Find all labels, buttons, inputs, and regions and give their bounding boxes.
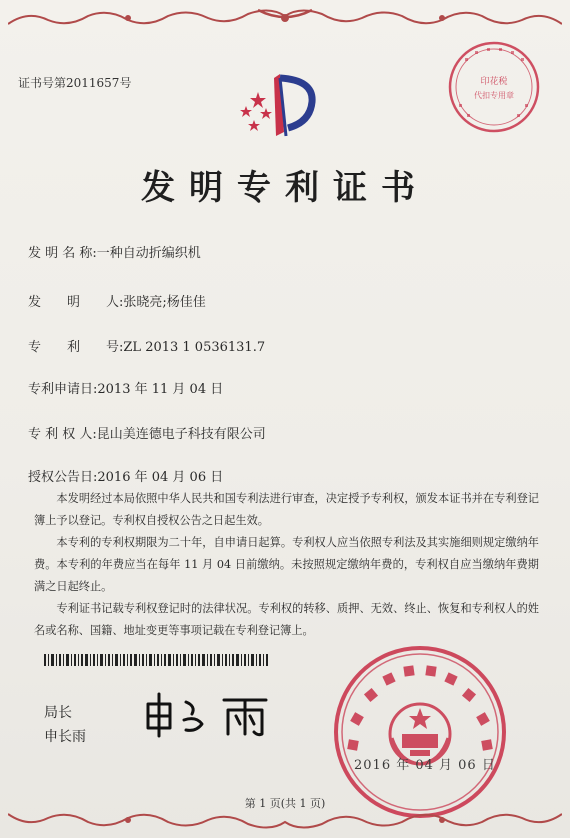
invention-name-label: 发 明 名 称: [28,246,97,261]
certificate-title: 发明专利证书 [141,168,429,208]
ornamental-border-bottom [8,810,562,832]
grant-date-label: 授权公告日: [28,470,98,485]
page-number: 第 1 页(共 1 页) [244,797,326,810]
body-paragraph-2: 本专利的专利权期限为二十年，自申请日起算。专利权人应当依照专利法及其实施细则规定缴纳年费。本专利的年费应当在每年 11 月 04 日前缴纳。未按照规定缴纳年费的，专利权自应当缴纳年费期满之日起终止。 [34,536,539,593]
signatory-name: 申长雨 [44,729,86,745]
certificate-body [34,488,539,642]
inventors-row [28,291,206,310]
patentee-value: 昆山美连德电子科技有限公司 [96,427,266,442]
patent-number-label: 专 利 号: [28,340,124,355]
filing-date-label: 专利申请日: [28,382,98,397]
svg-text:代扣专用章: 代扣专用章 [474,91,514,100]
inventors-label: 发 明 人: [28,295,124,310]
patent-office-logo [236,72,326,142]
seal-date: 2016 年 04 月 06 日 [354,758,496,773]
handwritten-signature [140,690,290,740]
body-paragraph-3: 专利证书记载专利权登记时的法律状况。专利权的转移、质押、无效、终止、恢复和专利权人的姓名或名称、国籍、地址变更等事项记载在专利登记簿上。 [34,602,539,637]
tax-stamp-seal [445,38,543,136]
signatory-title: 局长 [44,705,72,721]
invention-name-value: 一种自动折编织机 [96,246,201,261]
patentee-label: 专 利 权 人: [28,427,97,442]
certificate-number: 证书号第2011657号 [18,76,132,90]
filing-date-row [28,378,223,397]
invention-name-row [28,242,201,261]
filing-date-value: 2013 年 11 月 04 日 [97,382,224,397]
inventors-value: 张晓亮;杨佳佳 [123,295,206,310]
grant-date-row [28,466,223,485]
patent-number-row [28,336,265,355]
grant-date-value: 2016 年 04 月 06 日 [97,470,224,485]
barcode [44,654,268,666]
body-paragraph-1: 本发明经过本局依照中华人民共和国专利法进行审查，决定授予专利权，颁发本证书并在专利登记簿上予以登记。专利权自授权公告之日起生效。 [34,492,539,527]
ornamental-border-top [8,6,562,28]
svg-text:印花税: 印花税 [480,77,508,87]
patent-number-value: ZL 2013 1 0536131.7 [123,340,266,355]
patentee-row [28,423,266,442]
